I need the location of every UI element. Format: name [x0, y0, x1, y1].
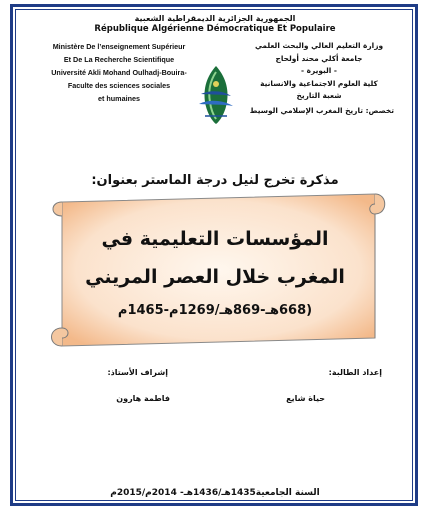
thesis-title-line-2: المغرب خلال العصر المريني [85, 266, 345, 288]
supervisor-name: فاطمة هارون [116, 394, 170, 403]
faculty-line: كلية العلوم الاجتماعية والانسانية [260, 78, 378, 88]
ministry-line: Et De La Recherche Scientifique [63, 55, 175, 64]
specialty-line: تخصص: تاريخ المغرب الإسلامي الوسيط [249, 105, 394, 115]
ministry-french-block [44, 40, 194, 105]
ministry-line: Ministère De l’enseignement Supérieur [52, 42, 186, 51]
academic-year: السنة الجامعية1435هـ/1436هـ- 2014م/2015م [110, 488, 320, 498]
university-logo [195, 64, 237, 126]
student-label: إعداد الطالبة: [328, 368, 382, 377]
ministry-arabic-block [244, 40, 394, 117]
city-line: - البويرة - [301, 66, 337, 75]
ministry-line: وزارة التعليم العالي والبحث العلمي [254, 41, 384, 50]
department-line: شعبة التاريخ [296, 91, 342, 100]
thesis-title-dates: (668هـ-869هـ/1269م-1465م [117, 303, 313, 318]
university-line: Université Akli Mohand Oulhadj-Bouira- [51, 68, 187, 77]
university-line: جامعة أكلي محند أولحاج [275, 53, 363, 63]
republic-french: République Algérienne Démocratique Et Populaire [94, 24, 336, 34]
republic-arabic: الجمهورية الجزائرية الديمقراطية الشعبية [134, 14, 296, 23]
thesis-title-line-1: المؤسسات التعليمية في [101, 228, 329, 250]
student-name: حياة شايع [286, 394, 325, 403]
faculty-line: Faculte des sciences sociales [67, 81, 171, 90]
faculty-line: et humaines [98, 94, 140, 103]
supervisor-label: إشراف الأستاذ: [107, 368, 168, 377]
thesis-subtitle: مذكرة تخرج لنيل درجة الماستر بعنوان: [91, 173, 339, 188]
